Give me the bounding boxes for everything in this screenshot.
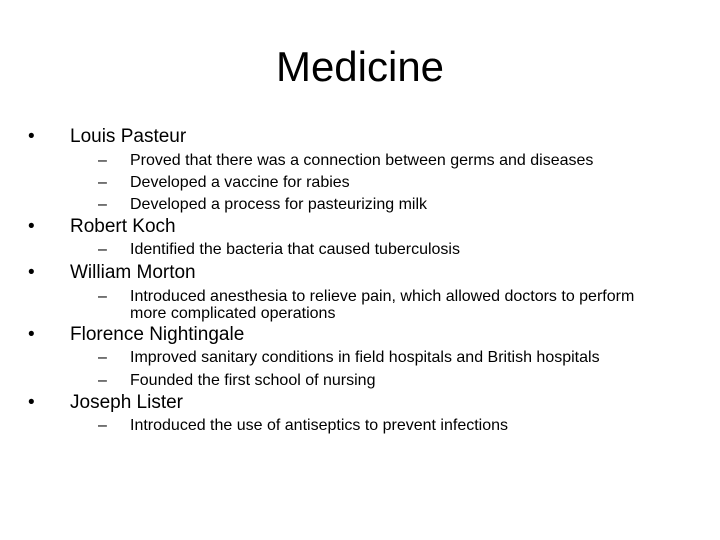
sub-item-text: Developed a vaccine for rabies [130,174,350,191]
sub-item-text: Introduced the use of antiseptics to prevent infections [130,417,509,434]
bullet-label: Louis Pasteur [70,126,187,147]
sub-item-text: more complicated operations [130,305,336,322]
dash-icon: – [98,174,107,191]
bullet-icon: • [28,392,35,413]
dash-icon: – [98,372,107,389]
bullet-icon: • [28,262,35,283]
sub-item-text: Identified the bacteria that caused tuberculosis [130,241,460,258]
sub-item-text: Introduced anesthesia to relieve pain, which allowed doctors to perform [130,288,635,305]
bullet-icon: • [28,324,35,345]
sub-item-text: Proved that there was a connection between germs and diseases [130,152,594,169]
bullet-label: William Morton [70,262,196,283]
dash-icon: – [98,349,107,366]
bullet-label: Robert Koch [70,216,176,237]
dash-icon: – [98,196,107,213]
bullet-label: Florence Nightingale [70,324,245,345]
dash-icon: – [98,241,107,258]
bullet-label: Joseph Lister [70,392,184,413]
slide-title: Medicine [275,43,445,90]
dash-icon: – [98,288,107,305]
bullet-icon: • [28,216,35,237]
sub-item-text: Founded the first school of nursing [130,372,376,389]
bullet-icon: • [28,126,35,147]
dash-icon: – [98,417,107,434]
dash-icon: – [98,152,107,169]
sub-item-text: Developed a process for pasteurizing milk [130,196,428,213]
sub-item-text: Improved sanitary conditions in field hospitals and British hospitals [130,349,600,366]
